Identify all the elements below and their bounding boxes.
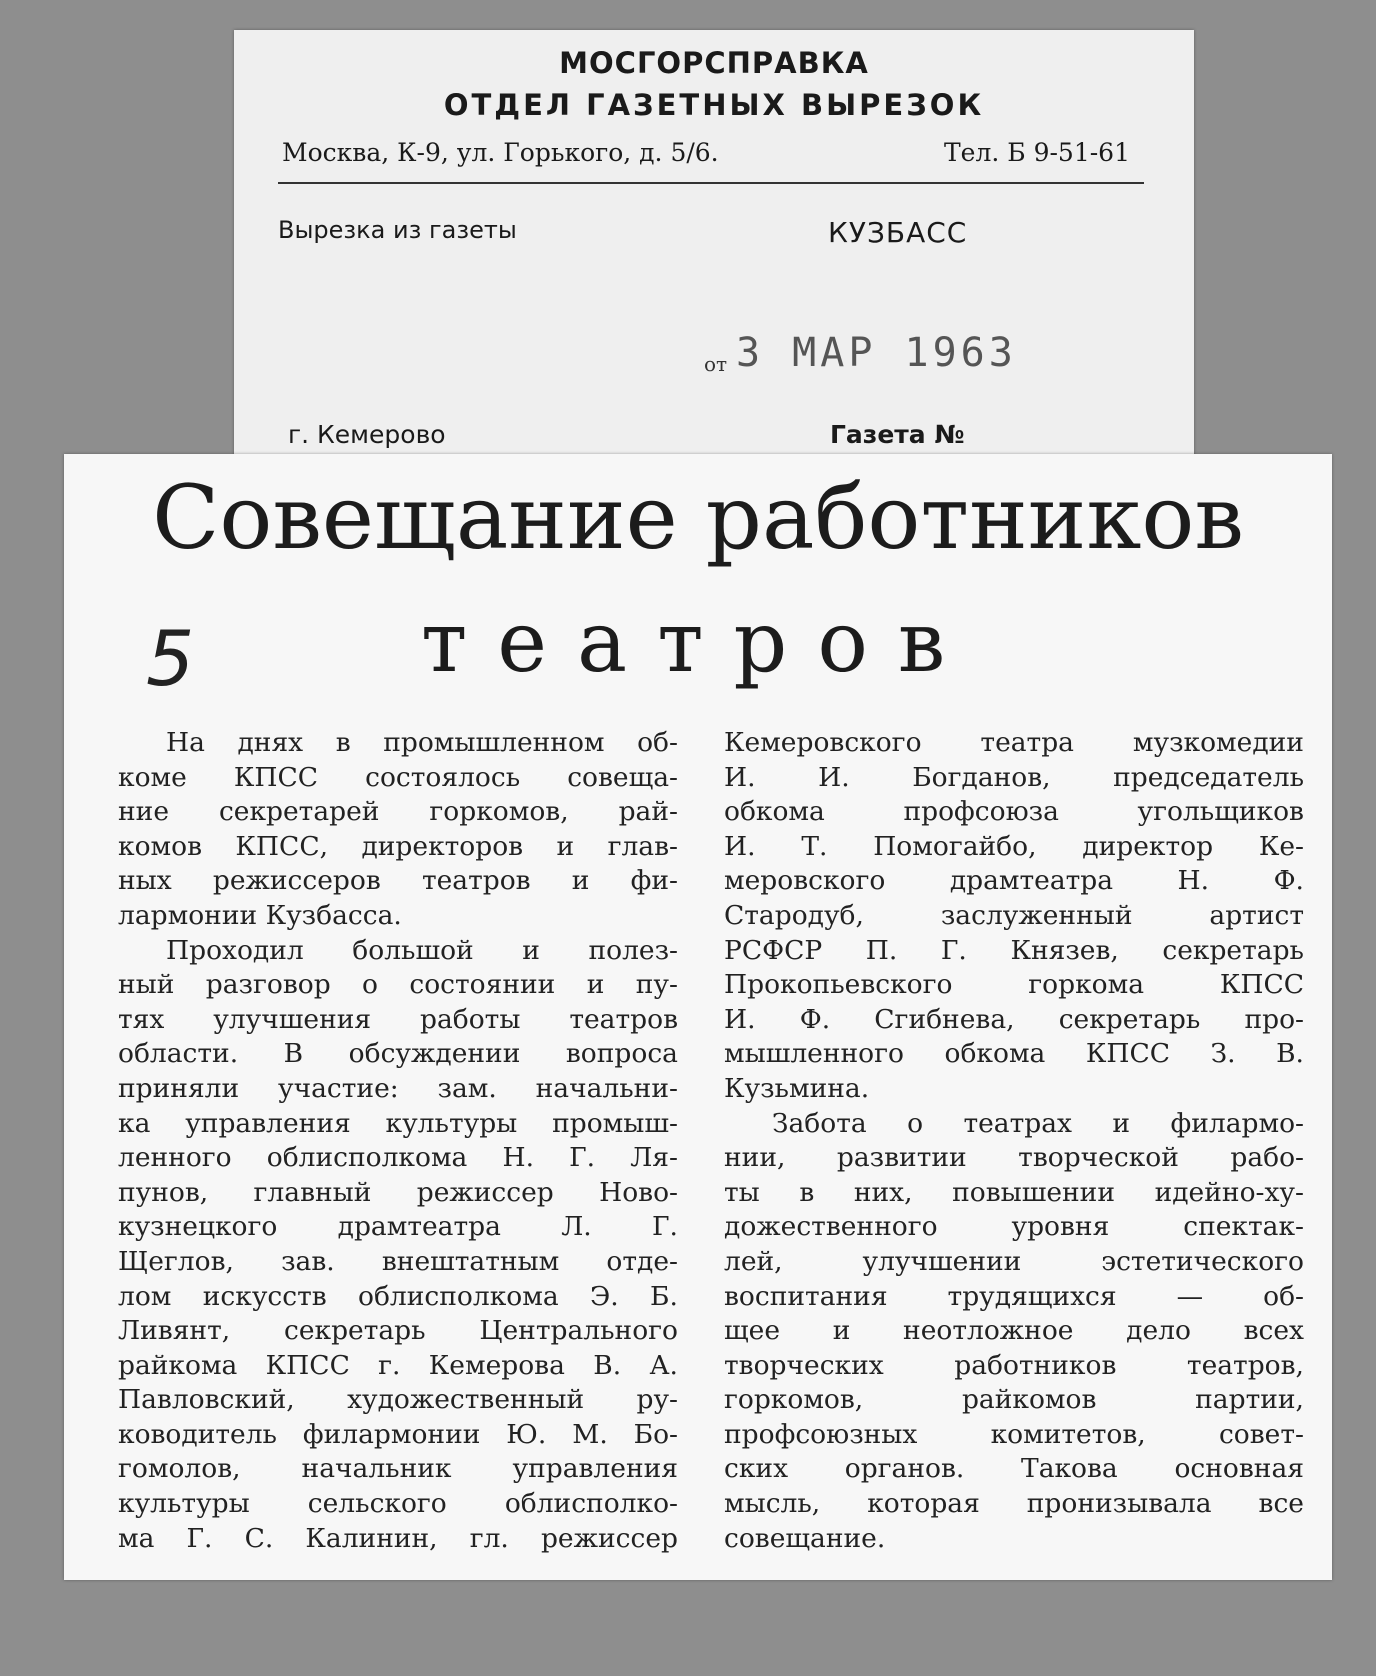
article-line: РСФСР П. Г. Князев, секретарь: [724, 934, 1304, 966]
bureau-address: Москва, К-9, ул. Горького, д. 5/6.: [282, 138, 719, 167]
article-line: ководитель филармонии Ю. М. Бо-: [118, 1418, 678, 1450]
article-line: ма Г. С. Калинин, гл. режиссер: [118, 1522, 678, 1554]
article-clipping: [64, 454, 1332, 1580]
article-line: комов КПСС, директоров и глав-: [118, 830, 678, 862]
article-line: Павловский, художественный ру-: [118, 1384, 678, 1416]
article-line: Проходил большой и полез-: [166, 934, 678, 966]
article-line: нии, развитии творческой рабо-: [724, 1142, 1304, 1174]
article-line: Стародуб, заслуженный артист: [724, 899, 1304, 931]
date-prefix: от: [704, 352, 728, 376]
article-line: приняли участие: зам. начальни-: [118, 1072, 678, 1104]
bureau-department: ОТДЕЛ ГАЗЕТНЫХ ВЫРЕЗОК: [443, 88, 985, 122]
date-stamp: 3 МАР 1963: [736, 330, 1017, 376]
article-line: Кузьмина.: [724, 1072, 870, 1104]
newspaper-name: КУЗБАСС: [828, 216, 968, 249]
article-line: И. И. Богданов, председатель: [724, 761, 1304, 793]
bureau-name: МОСГОРСПРАВКА: [559, 46, 869, 80]
article-line: Забота о театрах и филармо-: [772, 1107, 1304, 1139]
article-line: И. Ф. Сгибнева, секретарь про-: [724, 1003, 1304, 1035]
article-line: ты в них, повышении идейно-ху-: [724, 1176, 1304, 1208]
article-line: меровского драмтеатра Н. Ф.: [724, 865, 1304, 897]
bureau-phone: Тел. Б 9-51-61: [944, 138, 1130, 167]
article-line: пунов, главный режиссер Ново-: [118, 1176, 678, 1208]
article-line: области. В обсуждении вопроса: [118, 1038, 678, 1070]
article-line: И. Т. Помогайбо, директор Ке-: [724, 830, 1304, 862]
article-line: ние секретарей горкомов, рай-: [118, 796, 678, 828]
article-line: лом искусств облисполкома Э. Б.: [118, 1280, 678, 1312]
article-line: мысль, которая пронизывала все: [724, 1488, 1304, 1520]
article-line: Прокопьевского горкома КПСС: [724, 969, 1304, 1001]
article-line: ка управления культуры промыш-: [118, 1107, 678, 1139]
article-line: Щеглов, зав. внештатным отде-: [118, 1245, 678, 1277]
city-label: г. Кемерово: [288, 420, 446, 449]
article-line: воспитания трудящихся — об-: [724, 1280, 1304, 1312]
article-line: ленного облисполкома Н. Г. Ля-: [118, 1142, 678, 1174]
article-line: коме КПСС состоялось совеща-: [118, 761, 678, 793]
article-line: мышленного обкома КПСС З. В.: [724, 1038, 1304, 1070]
headline-line-2: театров: [420, 593, 976, 691]
cut-from-label: Вырезка из газеты: [278, 216, 517, 244]
article-line: ный разговор о состоянии и пу-: [118, 969, 678, 1001]
article-line: лей, улучшении эстетического: [724, 1245, 1304, 1277]
clipping-bureau-slip: [234, 30, 1194, 470]
article-line: дожественного уровня спектак-: [724, 1211, 1304, 1243]
article-line: гомолов, начальник управления: [118, 1453, 678, 1485]
article-line: Ливянт, секретарь Центрального: [118, 1315, 678, 1347]
article-line: райкома КПСС г. Кемерова В. А.: [118, 1349, 678, 1381]
issue-number-label: Газета №: [830, 420, 965, 449]
article-line: Кемеровского театра музкомедии: [724, 727, 1304, 758]
article-line: обкома профсоюза угольщиков: [724, 796, 1304, 828]
article-line: ских органов. Такова основная: [724, 1453, 1304, 1485]
article-line: горкомов, райкомов партии,: [724, 1384, 1304, 1416]
article-line: совещание.: [724, 1522, 886, 1554]
article-line: тях улучшения работы театров: [118, 1003, 678, 1035]
handwritten-mark: 5: [146, 614, 195, 703]
article-line: творческих работников театров,: [724, 1349, 1304, 1381]
article-column-left: [118, 726, 678, 1556]
article-line: кузнецкого драмтеатра Л. Г.: [118, 1211, 678, 1243]
slip-divider-top: [278, 182, 1144, 184]
article-line: На днях в промышленном об-: [166, 727, 678, 758]
article-line: культуры сельского облисполко-: [118, 1488, 678, 1520]
article-line: ных режиссеров театров и фи-: [118, 865, 678, 897]
article-line: лармонии Кузбасса.: [118, 899, 402, 931]
headline-line-1: Совещание работников: [152, 466, 1244, 569]
article-line: щее и неотложное дело всех: [724, 1315, 1304, 1347]
article-line: профсоюзных комитетов, совет-: [724, 1418, 1304, 1450]
article-column-right: [724, 726, 1304, 1556]
